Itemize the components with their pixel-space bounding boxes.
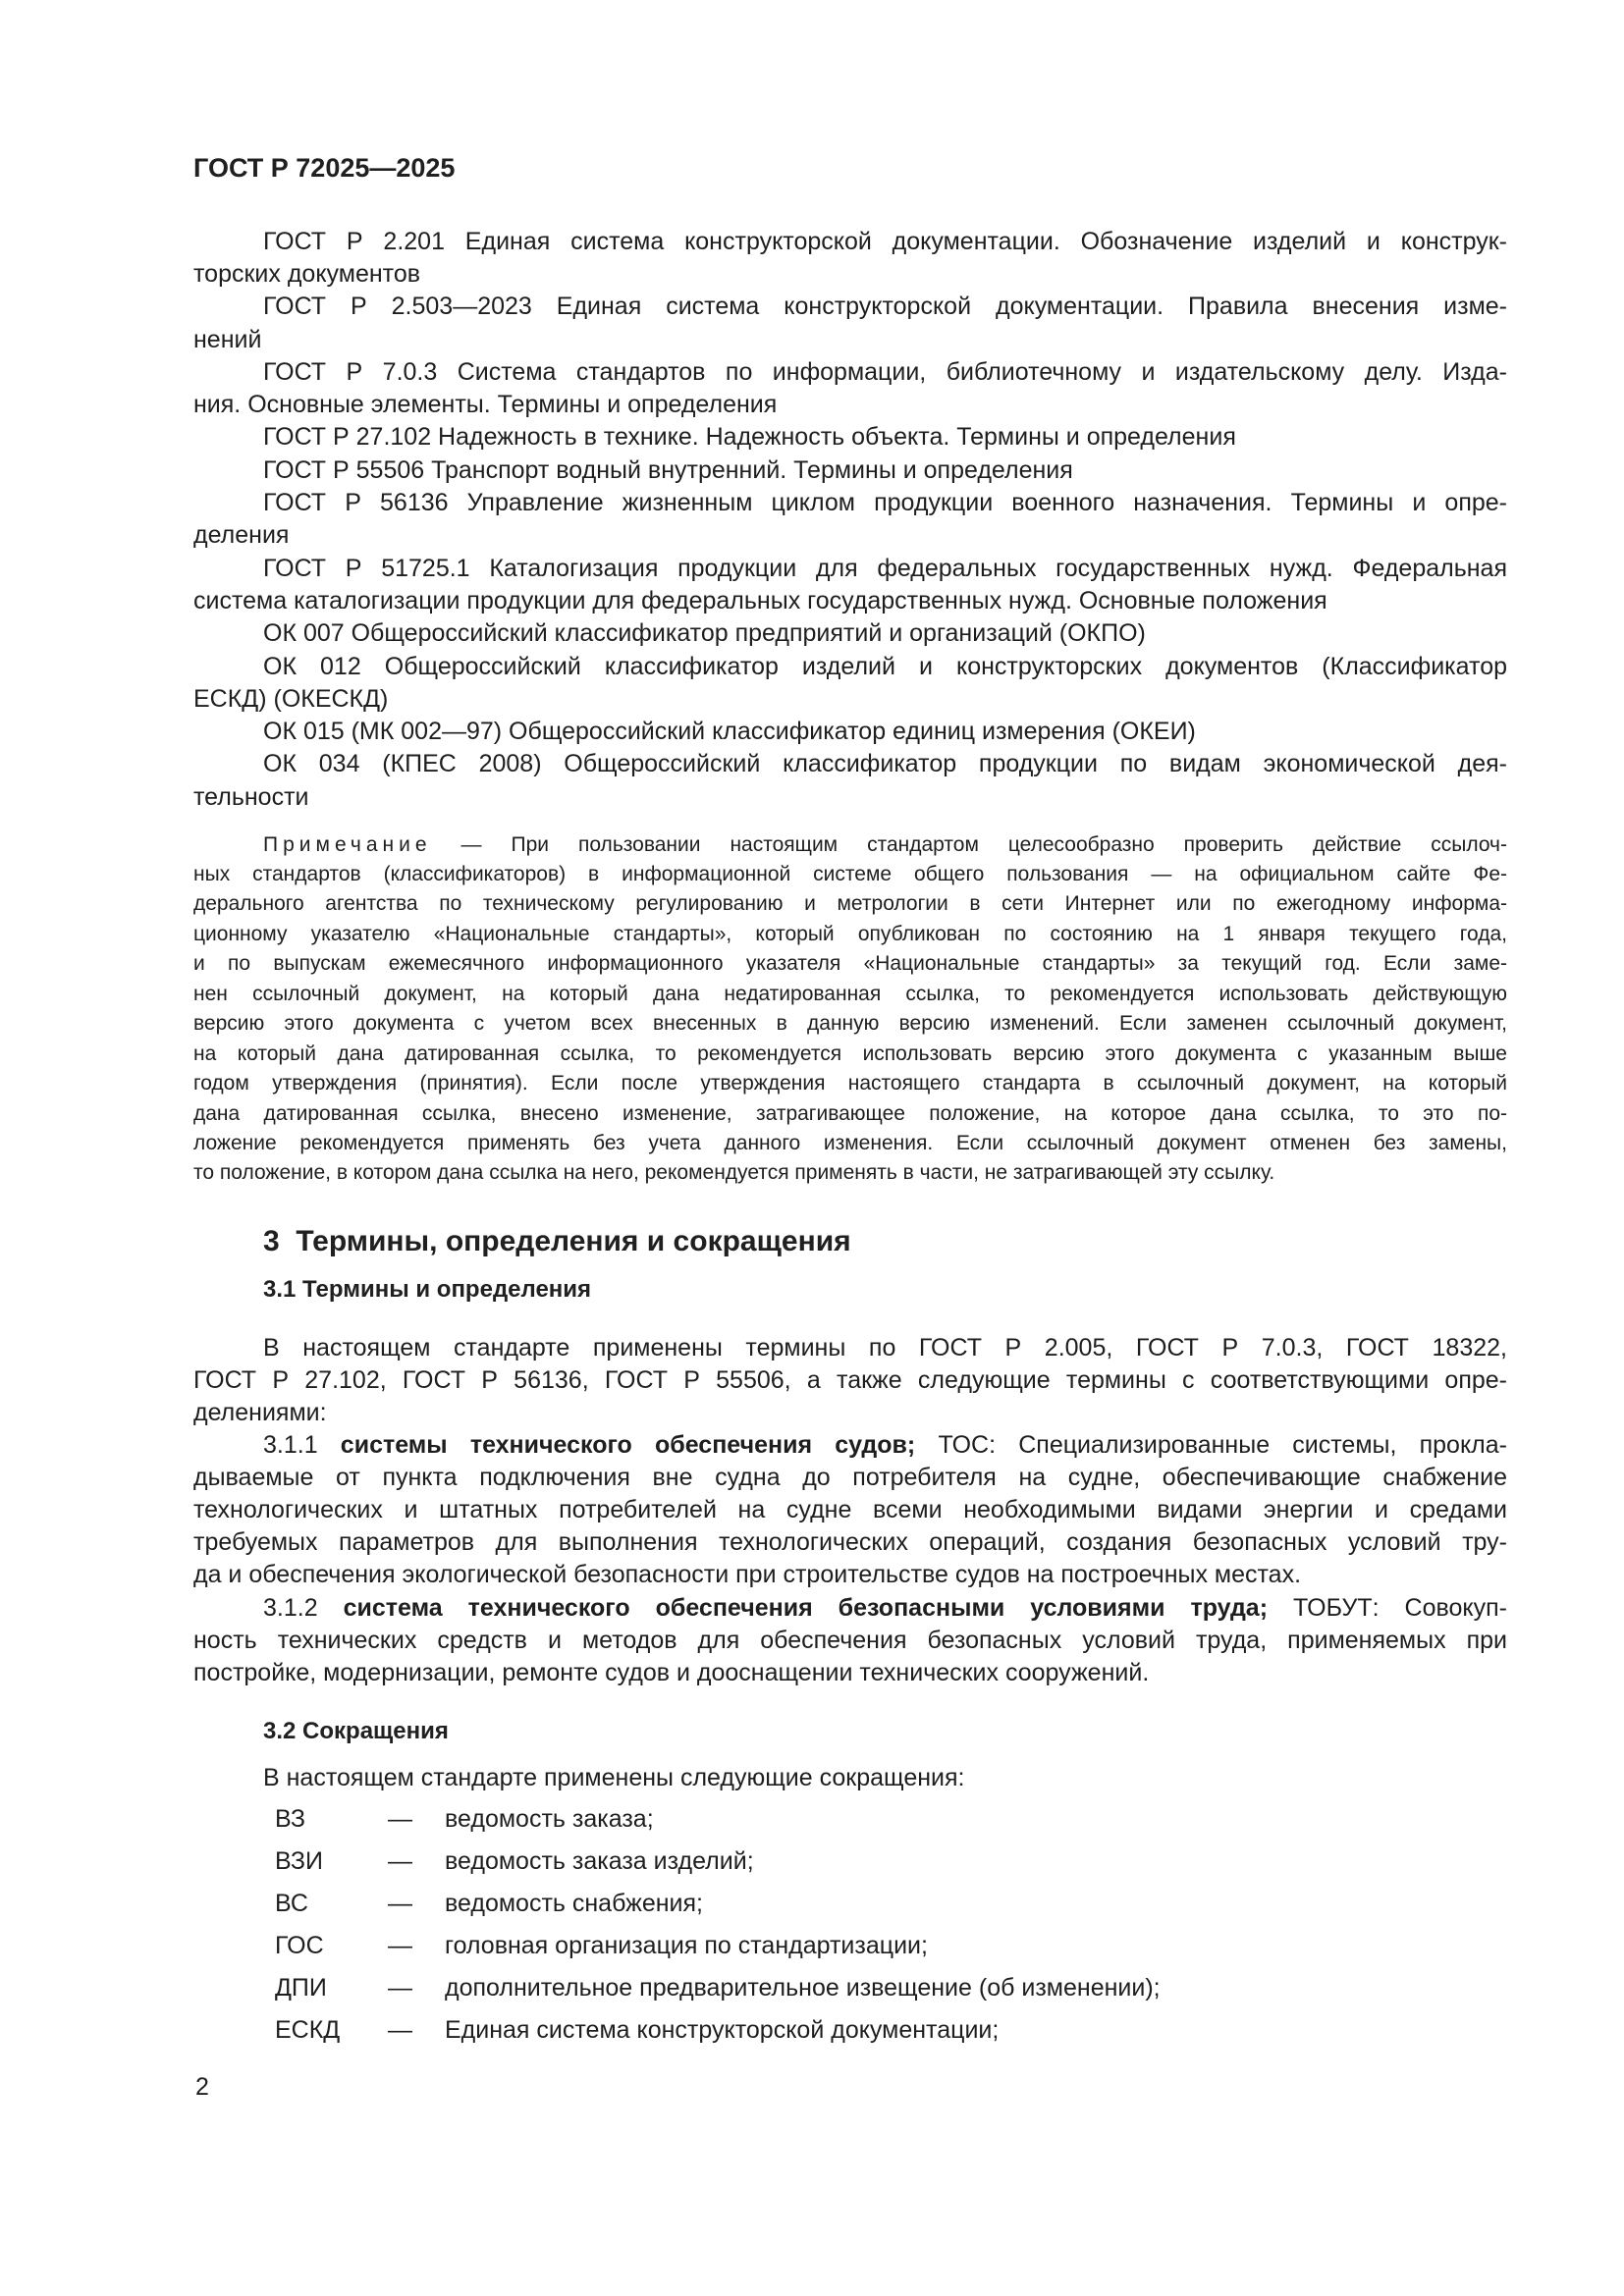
reference-line: ГОСТ Р 27.102 Надежность в технике. Надежность объекта. Термины и определения bbox=[263, 423, 1236, 452]
terms-line: дываемые от пункта подключения вне судна до потребителя на судне, обеспечивающие снабжение bbox=[193, 1464, 1507, 1492]
note-label: Примечание bbox=[263, 832, 432, 856]
section-heading: 3 Термины, определения и сокращения bbox=[263, 1224, 851, 1257]
reference-line: ОК 015 (МК 002—97) Общероссийский классификатор единиц измерения (ОКЕИ) bbox=[263, 718, 1196, 746]
terms-line: делениями: bbox=[193, 1398, 327, 1426]
reference-line: ГОСТ Р 2.503—2023 Единая система конструкторской документации. Правила внесения изме- bbox=[263, 293, 1507, 321]
terms-line: ность технических средств и методов для обеспечения безопасных условий труда, применяемых при bbox=[193, 1626, 1507, 1654]
abbreviation-item bbox=[0, 1883, 1624, 1925]
terms-definitions-block bbox=[193, 1332, 1507, 1689]
note-line: версию этого документа с учетом всех внесенных в данную версию изменений. Если заменен ссылочный документ, bbox=[193, 1012, 1507, 1036]
reference-line: ГОСТ Р 56136 Управление жизненным циклом продукции военного назначения. Термины и опре- bbox=[263, 489, 1507, 517]
dash: — bbox=[388, 1804, 412, 1833]
terms-line: требуемых параметров для выполнения технологических операций, создания безопасных условий тру- bbox=[193, 1528, 1507, 1557]
term-definition: ТОС: Специализированные системы, прокла- bbox=[915, 1431, 1507, 1460]
abbreviation: ВЗИ bbox=[275, 1846, 323, 1875]
note-line: ных стандартов (классификаторов) в информационной системе общего пользования — на официальном сайте Фе- bbox=[193, 862, 1507, 885]
note-line: ционному указателю «Национальные стандарты», который опубликован по состоянию на 1 января текущего года, bbox=[193, 922, 1507, 945]
note-line: дерального агентства по техническому регулированию и метрологии в сети Интернет или по ежегодному информа- bbox=[193, 892, 1507, 916]
reference-line: ния. Основные элементы. Термины и определения bbox=[193, 391, 778, 419]
abbreviations-list bbox=[0, 1798, 1624, 2052]
abbreviation-item bbox=[0, 1798, 1624, 1841]
reference-line: ГОСТ Р 55506 Транспорт водный внутренний. Термины и определения bbox=[263, 455, 1073, 484]
note-line: годом утверждения (принятия). Если после утверждения настоящего стандарта в ссылочный документ, на который bbox=[193, 1072, 1507, 1095]
abbreviations-intro: В настоящем стандарте применены следующие сокращения: bbox=[263, 1763, 965, 1791]
term-name: системы технического обеспечения судов; bbox=[340, 1431, 916, 1460]
dash: — bbox=[388, 1846, 412, 1875]
dash: — bbox=[388, 2015, 412, 2044]
dash: — bbox=[388, 1889, 412, 1917]
term-number: 3.1.2 bbox=[263, 1593, 344, 1622]
abbreviation-meaning: ведомость заказа изделий; bbox=[445, 1846, 754, 1875]
abbreviation-item bbox=[0, 2009, 1624, 2052]
reference-line: ЕСКД) (ОКЕСКД) bbox=[193, 684, 389, 713]
abbreviation: ЕСКД bbox=[275, 2015, 341, 2044]
note-line: дана датированная ссылка, внесено изменение, затрагивающее положение, на которое дана ссылка, то это по- bbox=[193, 1101, 1507, 1125]
normative-references-list bbox=[193, 226, 1507, 814]
reference-line: ГОСТ Р 7.0.3 Система стандартов по информации, библиотечному и издательскому делу. Изда- bbox=[263, 357, 1507, 386]
abbreviation-meaning: ведомость заказа; bbox=[445, 1804, 654, 1833]
reference-line: деления bbox=[193, 521, 290, 550]
terms-line: да и обеспечения экологической безопасности при строительстве судов на построечных местах. bbox=[193, 1561, 1302, 1589]
note-line: и по выпускам ежемесячного информационного указателя «Национальные стандарты» за текущий год. Если заме- bbox=[193, 952, 1507, 976]
note-line: ложение рекомендуется применять без учета данного изменения. Если ссылочный документ отменен без замены, bbox=[193, 1132, 1507, 1155]
abbreviation: ГОС bbox=[275, 1931, 324, 1959]
note-line: нен ссылочный документ, на который дана недатированная ссылка, то рекомендуется использовать действующую bbox=[193, 982, 1507, 1005]
term-name: система технического обеспечения безопасными условиями труда; bbox=[343, 1593, 1269, 1622]
page-number: 2 bbox=[195, 2073, 209, 2101]
abbreviation: ВЗ bbox=[275, 1804, 305, 1833]
abbreviation-meaning: ведомость снабжения; bbox=[445, 1889, 703, 1917]
subsection-heading-terms: 3.1 Термины и определения bbox=[263, 1275, 592, 1303]
reference-line: ОК 034 (КПЕС 2008) Общероссийский классификатор продукции по видам экономической дея- bbox=[263, 750, 1507, 778]
reference-line: система каталогизации продукции для федеральных государственных нужд. Основные положения bbox=[193, 586, 1327, 614]
dash: — bbox=[388, 1973, 412, 2002]
subsection-heading-abbreviations: 3.2 Сокращения bbox=[263, 1717, 449, 1744]
reference-line: ОК 012 Общероссийский классификатор изделий и конструкторских документов (Классификатор bbox=[263, 652, 1507, 680]
terms-line: В настоящем стандарте применены термины по ГОСТ Р 2.005, ГОСТ Р 7.0.3, ГОСТ 18322, bbox=[263, 1333, 1507, 1362]
abbreviation-item bbox=[0, 1841, 1624, 1883]
reference-line: ГОСТ Р 2.201 Единая система конструкторской документации. Обозначение изделий и конструк- bbox=[263, 227, 1507, 255]
note-first-line bbox=[193, 830, 1507, 860]
abbreviation-meaning: дополнительное предварительное извещение (об изменении); bbox=[445, 1973, 1161, 2002]
note-line: на который дана датированная ссылка, то рекомендуется использовать версию этого документа с указанным выше bbox=[193, 1041, 1507, 1065]
term-number: 3.1.1 bbox=[263, 1431, 341, 1460]
note-line: то положение, в котором дана ссылка на него, рекомендуется применять в части, не затрагивающей эту ссылку. bbox=[193, 1161, 1275, 1185]
dash: — bbox=[388, 1931, 412, 1959]
abbreviation-item bbox=[0, 1925, 1624, 1967]
term-definition: ТОБУТ: Совокуп- bbox=[1268, 1593, 1507, 1622]
term-3-1-2 bbox=[193, 1592, 1507, 1625]
reference-line: тельности bbox=[193, 782, 309, 811]
abbreviation-meaning: Единая система конструкторской документации; bbox=[445, 2015, 1000, 2044]
abbreviation-meaning: головная организация по стандартизации; bbox=[445, 1931, 928, 1959]
abbreviation: ДПИ bbox=[275, 1973, 327, 2002]
note-text: — При пользовании настоящим стандартом целесообразно проверить действие ссылоч- bbox=[431, 832, 1507, 856]
terms-line: технологических и штатных потребителей на судне всеми необходимыми видами энергии и средами bbox=[193, 1496, 1507, 1524]
terms-line: ГОСТ Р 27.102, ГОСТ Р 56136, ГОСТ Р 55506, а также следующие термины с соответствующими опре- bbox=[193, 1365, 1507, 1394]
reference-line: торских документов bbox=[193, 259, 421, 288]
abbreviation-item bbox=[0, 1967, 1624, 2009]
reference-line: нений bbox=[193, 325, 262, 353]
abbreviation: ВС bbox=[275, 1889, 308, 1917]
term-3-1-1 bbox=[193, 1429, 1507, 1462]
terms-line: постройке, модернизации, ремонте судов и дооснащении технических сооружений. bbox=[193, 1658, 1150, 1686]
document-designation: ГОСТ Р 72025—2025 bbox=[193, 152, 456, 183]
reference-line: ГОСТ Р 51725.1 Каталогизация продукции для федеральных государственных нужд. Федеральная bbox=[263, 554, 1507, 582]
note-block bbox=[193, 830, 1507, 1189]
reference-line: ОК 007 Общероссийский классификатор предприятий и организаций (ОКПО) bbox=[263, 619, 1146, 648]
